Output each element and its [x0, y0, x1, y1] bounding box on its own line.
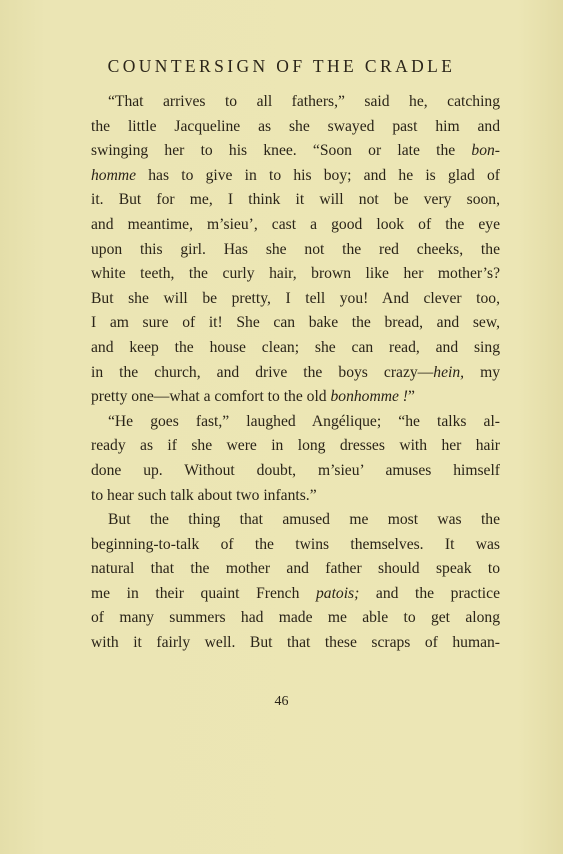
text-run: and meantime, m’sieu’, cast a good look of the eye: [91, 215, 500, 233]
text-line: [91, 139, 500, 164]
running-head: COUNTERSIGN OF THE CRADLE: [107, 56, 456, 76]
text-line: [91, 508, 500, 533]
text-line: [91, 213, 500, 238]
text-run: done up. Without doubt, m’sieu’ amuses himself: [91, 461, 500, 479]
italic-text: homme: [91, 166, 137, 184]
text-run: ”: [408, 388, 415, 406]
text-line: [91, 631, 500, 656]
text-run: me in their quaint French: [91, 584, 316, 602]
text-run: ready as if she were in long dresses with her hair: [91, 437, 500, 455]
text-line: [91, 582, 500, 607]
text-run: “That arrives to all fathers,” said he, catching: [108, 93, 500, 110]
text-run: of many summers had made me able to get along: [91, 609, 500, 627]
italic-text: bon-: [471, 142, 500, 160]
italic-text: hein,: [433, 363, 465, 381]
text-line: [91, 606, 500, 631]
page-number: 46: [274, 694, 289, 709]
text-line: [91, 484, 500, 509]
text-line: [91, 164, 500, 189]
text-run: I am sure of it! She can bake the bread, and sew,: [91, 314, 500, 332]
text-line: [91, 410, 500, 435]
text-run: “He goes fast,” laughed Angélique; “he talks al-: [108, 412, 500, 430]
text-line: [91, 533, 500, 558]
italic-text: patois;: [315, 584, 360, 602]
italic-text: bonhomme !: [330, 388, 409, 406]
text-run: But she will be pretty, I tell you! And clever too,: [91, 289, 500, 307]
text-line: [91, 557, 500, 582]
text-run: my: [464, 363, 500, 381]
text-line: [91, 459, 500, 484]
text-run: But the thing that amused me most was the: [108, 511, 500, 529]
text-run: pretty one—what a comfort to the old: [91, 388, 331, 406]
text-run: to hear such talk about two infants.”: [91, 486, 317, 504]
text-run: and keep the house clean; she can read, and sing: [91, 338, 500, 356]
text-run: and the practice: [359, 584, 500, 602]
text-run: it. But for me, I think it will not be very soon,: [91, 191, 500, 209]
text-line: [91, 385, 500, 410]
text-run: natural that the mother and father should speak to: [91, 560, 500, 578]
text-line: [91, 262, 500, 287]
text-line: [91, 287, 500, 312]
text-run: the little Jacqueline as she swayed past him and: [91, 117, 500, 135]
text-line: [91, 238, 500, 263]
text-line: [91, 434, 500, 459]
text-run: swinging her to his knee. “Soon or late the: [91, 142, 472, 160]
text-run: white teeth, the curly hair, brown like her mother’s?: [91, 265, 500, 283]
text-run: with it fairly well. But that these scraps of human-: [91, 634, 500, 652]
text-run: upon this girl. Has she not the red cheeks, the: [91, 240, 500, 258]
text-line: [91, 311, 500, 336]
text-run: in the church, and drive the boys crazy—: [91, 363, 434, 381]
text-line: [91, 361, 500, 386]
text-line: [91, 336, 500, 361]
body-text: [91, 90, 500, 656]
text-line: [91, 188, 500, 213]
text-line: [91, 115, 500, 140]
text-run: has to give in to his boy; and he is glad of: [136, 166, 500, 184]
text-line: [91, 90, 500, 115]
text-run: beginning-to-talk of the twins themselves. It was: [91, 535, 500, 553]
